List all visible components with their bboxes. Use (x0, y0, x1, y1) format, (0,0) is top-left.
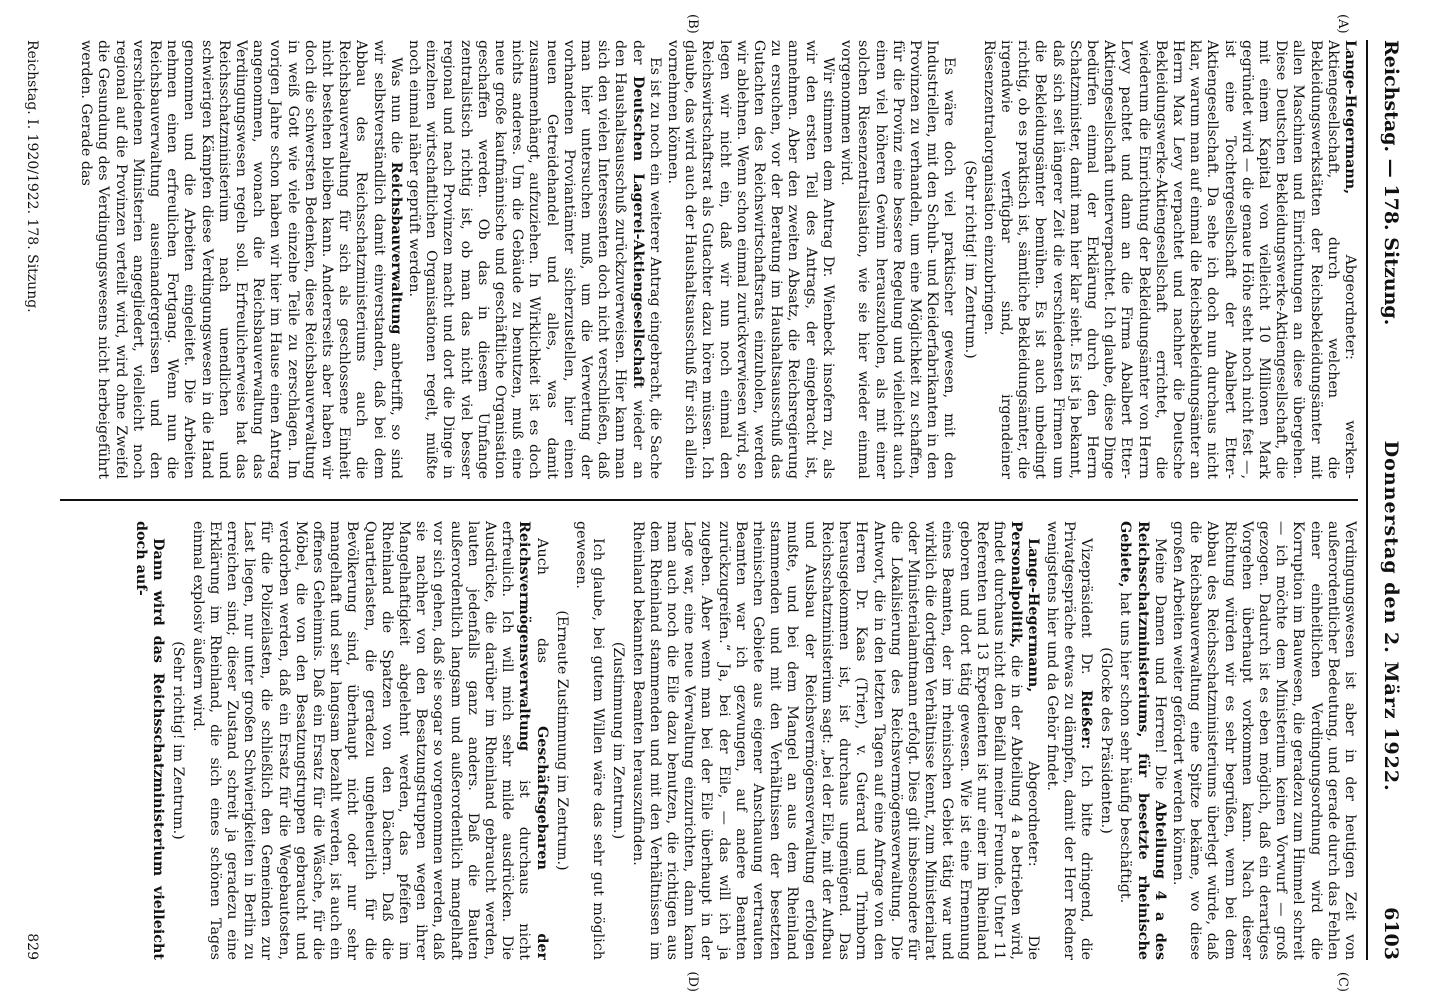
paragraph: Ich glaube, bei gutem Willen wäre das sehr gut möglich gewesen. (573, 521, 607, 960)
page-footer (24, 40, 40, 960)
speaker-name: Rießer: (1077, 689, 1094, 750)
speaker-name: Lange-Hegermann, (1025, 538, 1042, 693)
interjection: (Glocke des Präsidenten.) (1098, 647, 1115, 834)
text-columns (60, 40, 1358, 960)
paragraph (628, 521, 1041, 960)
paragraph-text: Vizepräsident Dr. (1077, 538, 1094, 675)
bold-term: Abteilung 4 a des Reichsschatzministeriums, für besetzte rheinische Gebiete, (1117, 521, 1168, 960)
paragraph: Verdingungswesen ist aber in der heutigen Zeit von außerordentlicher Bedeutung, und gerade durch das Fehlen einer einheitlichen Verdingungsordnung wird die Korruption im Bauwesen, die geradezu zum Himmel schreit — ich möchte dem Ministerium keinen Vorwurf — groß gezogen. Dadurch ist es eben möglich, daß ein derartiges Vorgehen überhaupt vorkommen kann. Nach dieser Richtung würden wir es sehr begrüßen, wenn bei dem Abbau des Reichsschatzministeriums überlegt würde, daß die Reichsbauverwaltung eine Spitze bekäme, wo diese großen Arbeiten weiter gefördert werden können. (1169, 521, 1358, 960)
paragraph: Dann wird das Reichsschatzministerium vielleicht doch auf- (132, 521, 167, 960)
paragraph-text: Meine Damen und Herren! Die (1151, 538, 1168, 790)
margin-mark-c: (C) (1335, 971, 1350, 992)
paragraph-text: Abgeordneter: werken-Aktiengesellschaft, durch welchen die Bekleidungswerkstätten der Reichsbekleidungsämter mit allen Maschinen und Einrichtungen an diese übergehen. Diese Deutschen Bekleidungswerke-Aktiengesellschaft, die mit einem Kapital von vielleicht 10 Millionen Mark gegründet wird — die genaue Höhe steht noch nicht fest —, ist eine Tochtergesellschaft der Abalbert Etter-Aktiengesellschaft. Da sehe ich doch nun durchaus nicht klar, warum man auf einmal die Reichsbekleidungsämter an Herrn Max Levy verpachtet und nachher die Deutsche Bekleidungswerke-Aktiengesellschaft errichtet, die wiederum die Einrichtung der Bekleidungsämter von Herrn Levy pachtet und dann an die Firma Abalbert Etter-Aktiengesellschaft unterverpachtet. Ich glaube, diese Dinge bedürfen einmal der Erklärung durch den Herrn Schatzminister, damit man hier klar sieht. Es ist ja bekannt, daß sich seit längerer Zeit die verschiedensten Firmen um die Bekleidungsämter bemühen. Es ist auch unbedingt richtig, ob es praktisch ist, sämtliche Bekleidungsämter, die irgendwie verfügbar sind, irgendeiner Riesenzentralorganisation einzubringen. (980, 40, 1358, 479)
header-date: Donnerstag den 2. März 1922. (1380, 440, 1402, 792)
paragraph-text: Es ist zu noch ein weiterer Antrag eingebracht, die Sache der (629, 40, 663, 479)
paragraph-text: Abgeordneter: Die (1025, 761, 1042, 960)
footer-left: Reichstag. I. 1920/1922. 178. Sitzung. (24, 40, 40, 313)
column-divider (60, 499, 1358, 501)
left-column (60, 40, 1358, 479)
speaker-name: Lange-Hegermann, (1342, 40, 1358, 195)
paragraph-text: anbetrifft, so sind wir selbstverständlich damit einverstanden, daß bei dem Abbau des Reichsschatzministeriums auch die Reichsbauverwaltung für sich als geschlossene Einheit nicht bestehen bleiben kann. Andererseits aber haben wir doch die schwersten Bedenken, diese Reichsbauverwaltung in weiß Gott wie viele einzelne Teile zu zerschlagen. Im vorigen Jahre schon haben wir hier im Hause einen Antrag angenommen, wonach die Reichsbauverwaltung das Verdingungswesen regeln soll. Erfreulicherweise hat das Reichsschatzministerium nach unendlichen und schwierigen Kämpfen diese Verdingungswesen in die Hand genommen und die Arbeiten eingeleitet. Die Arbeiten nehmen einen erfreulichen Fortgang. Wenn nun die Reichsbauverwaltung auseinandergerissen und den verschiedenen Ministerien angegliedert, vielleicht noch regional auf die Provinzen verteilt wird, wird ohne Zweifel die Gesundung des Verdingungswesens nicht herbeigeführt werden. Gerade das (78, 40, 404, 479)
right-column (60, 521, 1358, 960)
paragraph-text: wieder an den Haushaltsausschuß zurückzuverweisen. Hier kann man sich den vielen Interessenten doch nicht verschließen, daß man hier untersuchen muß, um die Verwertung der vorhandenen Proviantämter sicherzustellen, hier einen neuen Getreidehandel und alles, was damit zusammenhängt, aufzuziehen. In Wirklichkeit ist es doch nichts anderes. Um die Gebäude zu benutzen, muß eine neue große kaufmännische und geschäftliche Organisation geschaffen werden. Ob das in diesem Umfange zentralistisch richtig ist, ob man das nicht viel besser regional und nach Provinzen macht und dort die Dinge in einzelnen wirtschaftlichen Organisationen regelt, müßte noch einmal näher geprüft werden. (406, 40, 646, 479)
paragraph (980, 40, 1358, 479)
paragraph-text: Ich bitte dringend, die Privatgespräche etwas zu dämpfen, damit der Herr Redner wenigstens hier und da Gehör findet. (1043, 521, 1094, 960)
paragraph (405, 40, 663, 479)
interjection: (Erneute Zustimmung im Zentrum.) (553, 610, 570, 871)
paragraph: Es wäre doch viel praktischer gewesen, mit den Industriellen, mit den Schuh- und Kleiderfabrikanten in den Provinzen zu verhandeln, um eine Möglichkeit zu schaffen, für die Provinz eine bessere Regelung und vielleicht auch einen viel höheren Gewinn herauszuholen, als mit einer solchen Riesenzentralisation, wie sie hier wieder einmal vorgenommen wird. (838, 40, 958, 479)
paragraph-text: die in der Abteilung 4 a betrieben wird, findet durchaus nicht den Beifall meiner Freunde. Unter 11 Referenten und 13 Expedienten ist nur einer im Rheinland geboren und dort tätig gewesen. Wie ist eine Ernennung eines Beamten, der im rheinischen Gebiet tätig war und wirklich die dortigen Verhältnisse kennt, zum Ministerialrat oder Ministerialamtmann erfolgt. Dies gilt insbesondere für die Lokalisierung des Reichsvermögensverwaltung. Die Antwort, die in den letzten Tagen auf eine Anfrage von den Herren Dr. Kaas (Trier), v. Guérard und Trimborn herausgekommen ist, ist durchaus ungenügend. Das Reichsschatzministerium sagt: „bei der Eile, mit der Aufbau und Ausbau der Reichsvermögensverwaltung erfolgen mußte, und bei dem Mangel an aus dem Rheinland stammenden und mit den Verhältnissen der besetzten rheinischen Gebiete aus eigener Anschauung vertrauten Beamten war ich gezwungen, auf andere Beamten zurückzugreifen.“ Ja, bei der Eile, — das will ich ja zugeben. Aber wenn man bei der Eile überhaupt in der Lage war, eine neue Verwaltung einzurichten, dann kann man auch noch die Eile dazu benutzen, die richtigen aus dem Rheinland stammenden und mit den Verhältnissen im Rheinland bekannten Beamten herauszufinden. (629, 521, 1025, 960)
paragraph-text: hat uns hier schon sehr häufig beschäftigt. (1117, 592, 1134, 904)
margin-mark-d: (D) (685, 971, 700, 992)
paragraph-text: Was nun die (387, 57, 404, 154)
margin-mark-b: (B) (685, 14, 700, 34)
bold-term: Reichsbauverwaltung (387, 161, 404, 335)
paragraph (188, 521, 549, 960)
page-header (1366, 40, 1402, 960)
interjection: (Sehr richtig! im Zentrum.) (170, 641, 187, 840)
paragraph: Wir stimmen dem Antrag Dr. Wienbeck insofern zu, als wir den ersten Teil des Antrags, der eingebracht ist, annehmen. Aber den zweiten Absatz, die Reichsregierung zu ersuchen, vor der Beratung im Haushaltsausschuß das Gutachten des Reichswirtschaftsrats einzuholen, werden wir ablehnen. Wenn schon einmal zurückverwiesen wird, so legen wir nicht ein, daß wir nun noch einmal den Reichswirtschaftsrat als Gutachter dazu hören müssen. Ich glaube, das wird auch der Haushaltsausschuß für sich allein vornehmen können. (665, 40, 836, 479)
margin-mark-a: (A) (1335, 14, 1350, 34)
bold-term: Deutschen Lagerei-Aktiengesellschaft (629, 76, 646, 389)
paragraph-text: ist durchaus nicht erfreulich. Ich will mich sehr milde ausdrücken. Die Ausdrücke, die darüber im Rheinland gebraucht werden, lauten jedenfalls ganz anders. Daß die Bauten außerordentlich langsam und außerordentlich mangelhaft vor sich gehen, daß sie sogar so vorgenommen werden, daß sie nachher von den Besatzungstruppen wegen ihrer Mangelhaftigkeit abgelehnt werden, das pfeifen im Rheinland die Spatzen von den Dächern. Daß die Quartierlasten, die geradezu ungeheuerlich für die Bevölkerung sind, überhaupt nicht oder nur sehr mangelhaft und sehr langsam bezahlt werden, ist auch ein offenes Geheimnis. Daß ein Ersatz für die Wäsche, für die Möbel, die von den Besatzungstruppen gebraucht und verdorben werden, daß ein Ersatz für die Wegebautosten, für die Polizeilasten, die schließlich den Gemeinden zur Last liegen, nur unter großen Schwierigkeiten in Berlin zu erreichen sind; dieser Zustand schreit ja geradezu eine Erklärung im Rheinland, die sich eines schönen Tages einmal explosiv äußern wird. (189, 521, 533, 960)
page-number: 6103 (1380, 907, 1402, 960)
bold-term: Geschäftsgebaren der Reichsvermögensverwaltung (516, 521, 550, 960)
interjection: (Zustimmung im Zentrum.) (610, 641, 627, 840)
paragraph (1042, 521, 1094, 960)
footer-page-number: 829 (24, 933, 40, 960)
paragraph (1116, 521, 1168, 960)
paragraph (77, 40, 404, 479)
paragraph-text: Auch das (533, 538, 550, 663)
header-left: Reichstag. — 178. Sitzung. (1380, 40, 1402, 326)
interjection: (Sehr richtig! im Zentrum.) (961, 160, 978, 359)
bold-term: Personalpolitik, (1008, 521, 1025, 648)
